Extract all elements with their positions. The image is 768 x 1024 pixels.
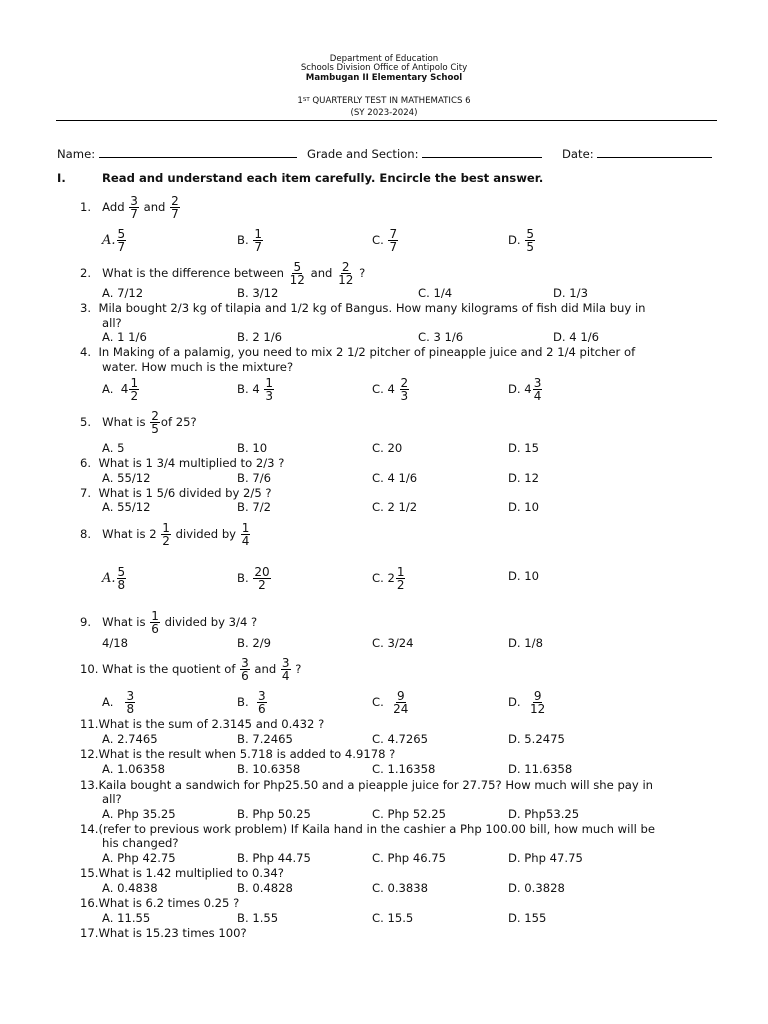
- choice-7d[interactable]: D. 10: [508, 500, 540, 514]
- choice-1b[interactable]: B. $\frac{1}{7}$: [237, 227, 262, 254]
- choice-10a[interactable]: A. $\frac{3}{8}$: [102, 689, 135, 716]
- choice-2b[interactable]: B. 3/12: [237, 286, 279, 300]
- choice-3b[interactable]: B. 2 1/6: [237, 330, 283, 344]
- choice-1c[interactable]: C. $\frac{7}{7}$: [372, 227, 398, 254]
- date-field[interactable]: [562, 146, 712, 161]
- choice-8b[interactable]: B. $\frac{20}{2}$: [237, 565, 270, 592]
- choice-8c[interactable]: C. 2 $\frac{1}{2}$: [372, 565, 405, 592]
- choice-3d[interactable]: D. 4 1/6: [553, 330, 600, 344]
- choice-5b[interactable]: B. 10: [237, 441, 268, 455]
- name-line[interactable]: [99, 146, 297, 158]
- choice-10d[interactable]: D. $\frac{9}{12}$: [508, 689, 546, 716]
- question-16: 16.What is 6.2 times 0.25 ?: [80, 896, 240, 910]
- choice-14b[interactable]: B. Php 44.75: [237, 851, 311, 865]
- choice-3a[interactable]: A. 1 1/6: [102, 330, 147, 344]
- section-number: I.: [57, 171, 66, 185]
- choice-12a[interactable]: A. 1.06358: [102, 762, 166, 776]
- name-field[interactable]: [57, 146, 297, 161]
- choice-15d[interactable]: D. 0.3828: [508, 881, 565, 895]
- choice-15c[interactable]: C. 0.3838: [372, 881, 429, 895]
- question-14: 14.(refer to previous work problem) If Kaila hand in the cashier a Php 100.00 bill, how much will be: [80, 822, 655, 836]
- question-4: 4. In Making of a palamig, you need to mix 2 1/2 pitcher of pineapple juice and 2 1/4 pitcher of: [80, 345, 636, 359]
- choice-1d[interactable]: D. $\frac{5}{5}$: [508, 227, 534, 254]
- choice-11b[interactable]: B. 7.2465: [237, 732, 293, 746]
- choice-11a[interactable]: A. 2.7465: [102, 732, 158, 746]
- choice-11d[interactable]: D. 5.2475: [508, 732, 565, 746]
- choice-7a[interactable]: A. 55/12: [102, 500, 151, 514]
- choice-9d[interactable]: D. 1/8: [508, 636, 543, 650]
- question-13-cont: all?: [102, 792, 122, 806]
- grade-label: Grade and Section:: [307, 147, 419, 161]
- choice-14c[interactable]: C. Php 46.75: [372, 851, 447, 865]
- choice-13c[interactable]: C. Php 52.25: [372, 807, 447, 821]
- choice-9a[interactable]: 4/18: [102, 636, 129, 650]
- choice-15b[interactable]: B. 0.4828: [237, 881, 293, 895]
- question-10: 10. What is the quotient of $\frac{3}{6}$ and $\frac{3}{4}$ ?: [80, 656, 302, 683]
- test-title: 1ST QUARTERLY TEST IN MATHEMATICS 6: [297, 96, 471, 106]
- choice-5c[interactable]: C. 20: [372, 441, 403, 455]
- choice-10b[interactable]: B. $\frac{3}{6}$: [237, 689, 266, 716]
- question-17: 17.What is 15.23 times 100?: [80, 926, 247, 940]
- choice-9b[interactable]: B. 2/9: [237, 636, 271, 650]
- choice-7c[interactable]: C. 2 1/2: [372, 500, 418, 514]
- choice-12b[interactable]: B. 10.6358: [237, 762, 301, 776]
- choice-5a[interactable]: A. 5: [102, 441, 125, 455]
- header-divider: [56, 120, 717, 121]
- question-11: 11.What is the sum of 2.3145 and 0.432 ?: [80, 717, 325, 731]
- question-4-cont: water. How much is the mixture?: [102, 360, 294, 374]
- choice-6a[interactable]: A. 55/12: [102, 471, 151, 485]
- choice-16c[interactable]: C. 15.5: [372, 911, 414, 925]
- choice-6b[interactable]: B. 7/6: [237, 471, 271, 485]
- question-8: 8. What is 2 $\frac{1}{2}$ divided by $\frac{1}{4}$: [80, 521, 250, 548]
- choice-1a[interactable]: A. $\frac{5}{7}$: [102, 227, 126, 254]
- choice-3c[interactable]: C. 3 1/6: [418, 330, 464, 344]
- choice-2d[interactable]: D. 1/3: [553, 286, 588, 300]
- header-school: Mambugan II Elementary School: [305, 73, 463, 83]
- question-12: 12.What is the result when 5.718 is added to 4.9178 ?: [80, 747, 396, 761]
- question-14-cont: his changed?: [102, 836, 179, 850]
- question-6: 6. What is 1 3/4 multiplied to 2/3 ?: [80, 456, 285, 470]
- choice-2c[interactable]: C. 1/4: [418, 286, 453, 300]
- section-instruction: Read and understand each item carefully. Encircle the best answer.: [102, 171, 544, 185]
- choice-15a[interactable]: A. 0.4838: [102, 881, 158, 895]
- choice-8d[interactable]: D. 10: [508, 569, 540, 583]
- grade-section-field[interactable]: [307, 146, 542, 161]
- school-year: (SY 2023-2024): [350, 108, 418, 118]
- question-5: 5. What is $\frac{2}{5}$ of 25?: [80, 409, 197, 436]
- question-3: 3. Mila bought 2/3 kg of tilapia and 1/2 kg of Bangus. How many kilograms of fish did Mila buy in: [80, 301, 646, 315]
- choice-9c[interactable]: C. 3/24: [372, 636, 414, 650]
- choice-6c[interactable]: C. 4 1/6: [372, 471, 418, 485]
- question-9: 9. What is $\frac{1}{6}$ divided by 3/4 ?: [80, 609, 258, 636]
- choice-2a[interactable]: A. 7/12: [102, 286, 144, 300]
- question-7: 7. What is 1 5/6 divided by 2/5 ?: [80, 486, 272, 500]
- choice-4d[interactable]: D. 4 $\frac{3}{4}$: [508, 376, 542, 403]
- choice-5d[interactable]: D. 15: [508, 441, 540, 455]
- date-label: Date:: [562, 147, 594, 161]
- question-2: 2. What is the difference between $\frac{5}{12}$ and $\frac{2}{12}$ ?: [80, 260, 366, 287]
- choice-14d[interactable]: D. Php 47.75: [508, 851, 583, 865]
- choice-8a[interactable]: A. $\frac{5}{8}$: [102, 565, 126, 592]
- date-line[interactable]: [597, 146, 712, 158]
- choice-16a[interactable]: A. 11.55: [102, 911, 151, 925]
- choice-13d[interactable]: D. Php53.25: [508, 807, 580, 821]
- fraction: $\frac{3}{7}$: [130, 194, 138, 221]
- question-15: 15.What is 1.42 multiplied to 0.34?: [80, 866, 284, 880]
- fraction: $\frac{2}{7}$: [171, 194, 179, 221]
- choice-12d[interactable]: D. 11.6358: [508, 762, 573, 776]
- choice-6d[interactable]: D. 12: [508, 471, 540, 485]
- choice-7b[interactable]: B. 7/2: [237, 500, 271, 514]
- choice-4b[interactable]: B. 4 $\frac{1}{3}$: [237, 376, 274, 403]
- choice-13b[interactable]: B. Php 50.25: [237, 807, 311, 821]
- choice-10c[interactable]: C. $\frac{9}{24}$: [372, 689, 409, 716]
- choice-16b[interactable]: B. 1.55: [237, 911, 279, 925]
- question-1: 1. Add $\frac{3}{7}$ and $\frac{2}{7}$: [80, 194, 179, 221]
- choice-4a[interactable]: A. 4 $\frac{1}{2}$: [102, 376, 139, 403]
- question-3-cont: all?: [102, 316, 122, 330]
- question-13: 13.Kaila bought a sandwich for Php25.50 and a pieapple juice for 27.75? How much will she pay in: [80, 778, 654, 792]
- grade-line[interactable]: [422, 146, 542, 158]
- name-label: Name:: [57, 147, 96, 161]
- choice-12c[interactable]: C. 1.16358: [372, 762, 436, 776]
- choice-4c[interactable]: C. 4 $\frac{2}{3}$: [372, 376, 409, 403]
- header-division: Schools Division Office of Antipolo City: [300, 63, 468, 73]
- choice-14a[interactable]: A. Php 42.75: [102, 851, 176, 865]
- choice-16d[interactable]: D. 155: [508, 911, 547, 925]
- header-dept: Department of Education: [329, 54, 439, 64]
- choice-13a[interactable]: A. Php 35.25: [102, 807, 176, 821]
- choice-11c[interactable]: C. 4.7265: [372, 732, 429, 746]
